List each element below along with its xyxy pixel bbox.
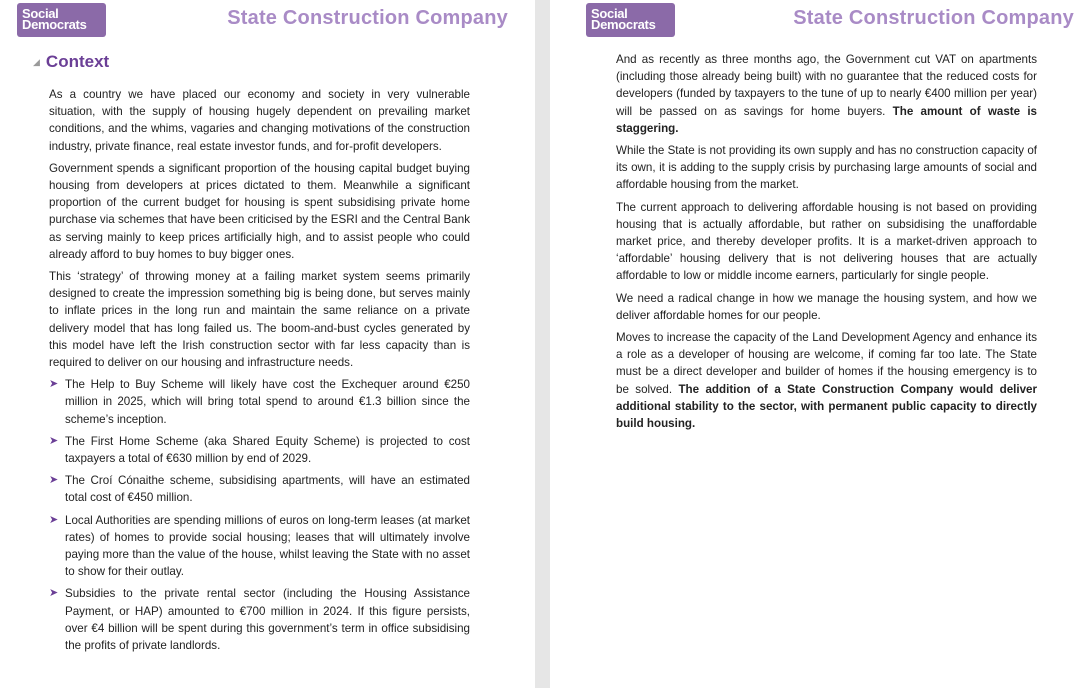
- paragraph: [616, 329, 1037, 432]
- bullet-list: [49, 376, 470, 654]
- list-item-text: The Help to Buy Scheme will likely have cost the Exchequer around €250 million in 2025, which will bring total spend to around €1.3 billion since the scheme’s inception.: [65, 378, 470, 426]
- logo-line-1: Social: [591, 6, 628, 21]
- arrow-bullet-icon: ➤: [49, 474, 59, 487]
- left-page-body: [49, 86, 470, 659]
- logo-line-1: Social: [22, 6, 59, 21]
- social-democrats-logo: [17, 3, 106, 37]
- paragraph-text: And as recently as three months ago, the Government cut VAT on apartments (including those already being built) with no guarantee that the reduced costs for developers (funded by taxpayers to the tune of up to nearly €400 million per year) will be passed on as savings for home buyers.: [616, 53, 1037, 118]
- list-item-text: Subsidies to the private rental sector (including the Housing Assistance Payment, or HAP) amounted to €700 million in 2024. If this figure persists, over €4 billion will be spent during this government’s term in office subsidising the profits of private landlords.: [65, 587, 470, 653]
- section-heading[interactable]: [33, 52, 109, 72]
- right-page-body: [616, 51, 1037, 437]
- list-item: [49, 512, 470, 581]
- paragraph: [616, 51, 1037, 137]
- paragraph-bold-text: The addition of a State Construction Company would deliver additional stability to the sector, with permanent public capacity to directly build housing.: [616, 382, 1037, 431]
- paragraph: Government spends a significant proportion of the housing capital budget buying housing from developers at prices dictated to them. Meanwhile a significant proportion of the current budget for housing is spent subsidising private home purchase via schemes that have been criticised by the ESRI and the Central Bank as serving mainly to keep prices artificially high, and to assist people who could already afford to buy homes to buy bigger ones.: [49, 161, 470, 261]
- list-item: [49, 433, 470, 467]
- paragraph: While the State is not providing its own supply and has no construction capacity of its own, it is adding to the supply crisis by purchasing large amounts of social and affordable housing from the market.: [616, 144, 1037, 192]
- document-page-right: [550, 0, 1084, 688]
- arrow-bullet-icon: ➤: [49, 378, 59, 391]
- list-item-text: The First Home Scheme (aka Shared Equity Scheme) is projected to cost taxpayers a total of €630 million by end of 2029.: [65, 434, 470, 466]
- list-item-text: Local Authorities are spending millions of euros on long-term leases (at market rates) of homes to provide social housing; leases that will ultimately involve paying more than the value of the house, whilst leaving the State with no asset to show for their outlay.: [65, 513, 470, 579]
- arrow-bullet-icon: ➤: [49, 434, 59, 447]
- document-header-title: State Construction Company: [793, 7, 1074, 29]
- paragraph: The current approach to delivering affordable housing is not based on providing housing that is actually affordable, but rather on subsidising the unaffordable market price, and thereby developer profits. It is a market-driven approach to ‘affordable’ housing delivery that is not delivering houses that are actually affordable to low or middle income earners, particularly for single people.: [616, 200, 1037, 283]
- document-header-title: State Construction Company: [227, 7, 508, 29]
- social-democrats-logo: [586, 3, 675, 37]
- paragraph: We need a radical change in how we manage the housing system, and how we deliver affordable homes for our people.: [616, 291, 1037, 322]
- list-item-text: The Croí Cónaithe scheme, subsidising apartments, will have an estimated total cost of €450 million.: [65, 474, 470, 505]
- list-item: [49, 472, 470, 506]
- section-heading-text: Context: [45, 52, 110, 71]
- collapse-triangle-icon[interactable]: ◢: [33, 57, 40, 67]
- logo-line-2: Democrats: [22, 17, 87, 32]
- paragraph-bold-text: The amount of waste is staggering.: [616, 104, 1037, 135]
- paragraph-text: Moves to increase the capacity of the Land Development Agency and enhance its a role as a developer of housing are welcome, if coming far too late. The State must be a direct developer and builder of homes if the housing emergency is to be solved.: [616, 331, 1037, 396]
- arrow-bullet-icon: ➤: [49, 513, 59, 526]
- paragraph: As a country we have placed our economy and society in very vulnerable situation, with the supply of housing hugely dependent on prevailing market conditions, and the whims, vagaries and changing motivations of the construction industry, private finance, real estate investor funds, and for-profit developers.: [49, 88, 470, 153]
- list-item: [49, 376, 470, 428]
- document-page-left: [0, 0, 535, 688]
- list-item: [49, 585, 470, 654]
- arrow-bullet-icon: ➤: [49, 587, 59, 600]
- paragraph: This ‘strategy’ of throwing money at a failing market system seems primarily designed to create the impression something big is being done, but serves mainly to inflate prices in the long run and maintain the same reliance on a private delivery model that has long failed us. The boom-and-bust cycles generated by this model have left the Irish construction sector with far less capacity than is required to deliver on our housing and infrastructure needs.: [49, 270, 470, 370]
- logo-line-2: Democrats: [591, 17, 656, 32]
